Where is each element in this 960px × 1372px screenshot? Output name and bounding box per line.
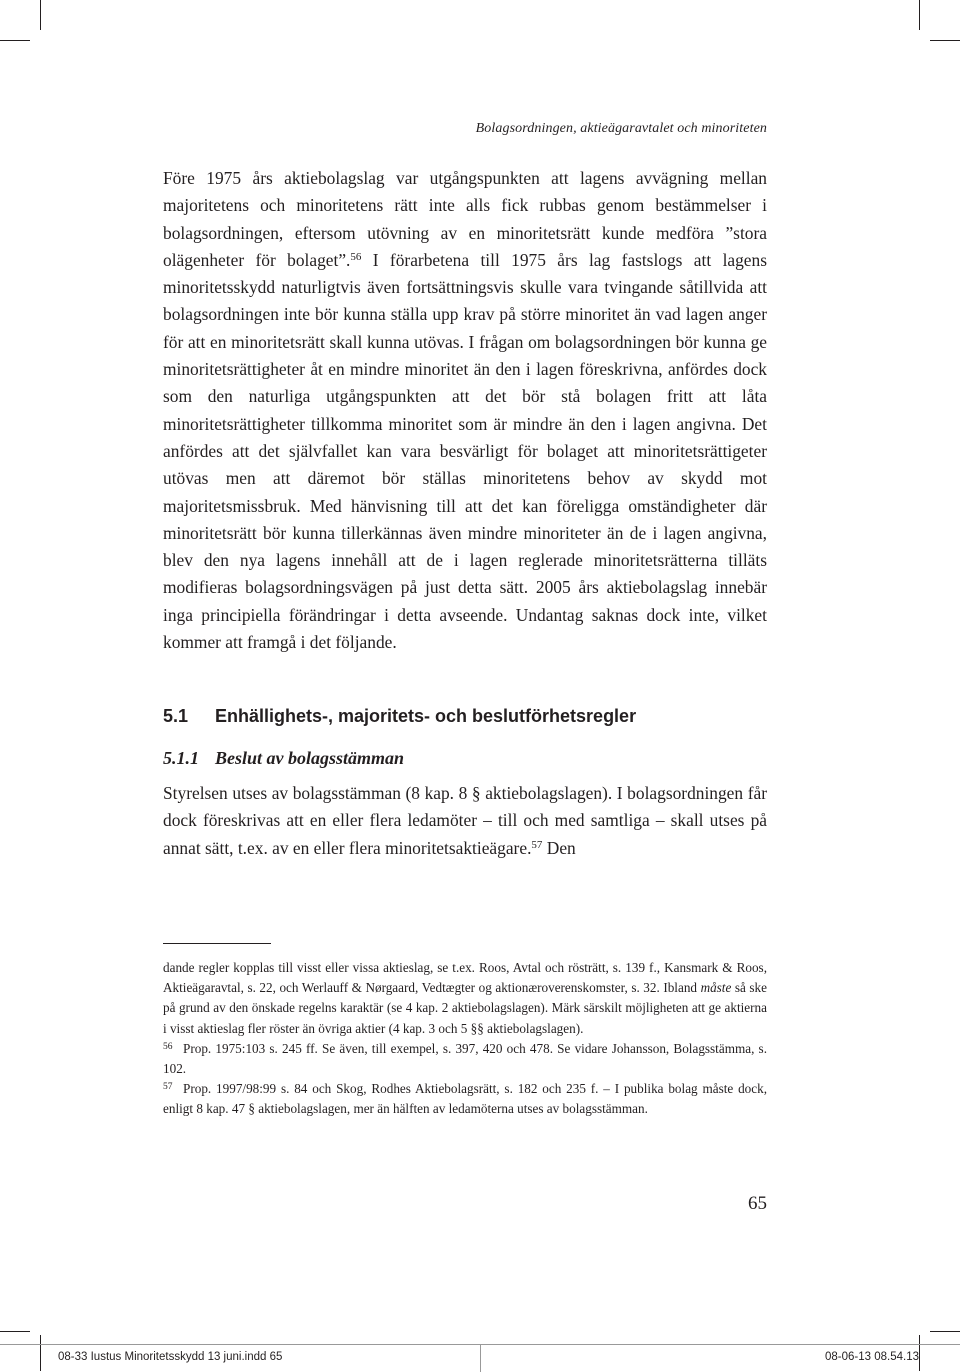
footnote-57: 57 Prop. 1997/98:99 s. 84 och Skog, Rodhes Aktiebolagsrätt, s. 182 och 235 f. – I publika bolag måste dock, enligt 8 kap. 47 § aktiebolagslagen, mer än hälften av ledamöterna utses av bolagsstämman. xyxy=(163,1081,767,1117)
slug-timestamp-box xyxy=(480,1344,960,1372)
footnotes xyxy=(163,958,767,1120)
body-paragraph-2 xyxy=(163,780,767,862)
subsection-title: Beslut av bolagsstämman xyxy=(215,748,405,768)
footnote-separator xyxy=(163,943,271,944)
footnote-ref-56[interactable]: 56 xyxy=(350,250,362,263)
crop-mark-bottom-left-h xyxy=(0,1331,30,1332)
footnote-emphasis: måste xyxy=(700,980,732,996)
crop-mark-top-left-h xyxy=(0,40,30,41)
slug-timestamp: 08-06-13 08.54.13 xyxy=(825,1351,919,1363)
slug-file-box xyxy=(0,1344,480,1372)
footnote-continued-text-a: dande regler kopplas till visst eller vissa aktieslag, se t.ex. Roos, Avtal och rösträtt, s. 139 f., Kansmark & Roos, Aktieägaravtal, s. 22, och Werlauff & Nørgaard, Vedtægter og aktionæroverenskomster, s. 32. Ibland xyxy=(163,960,767,996)
footnote-continued xyxy=(163,958,767,1039)
crop-mark-top-right xyxy=(919,0,920,30)
slug-file-name: 08-33 Iustus Minoritetsskydd 13 juni.indd 65 xyxy=(58,1351,283,1363)
crop-mark-bottom-right-h xyxy=(930,1331,960,1332)
footnote-ref-57[interactable]: 57 xyxy=(531,838,543,851)
footnote-continued-text-b: så ske på grund av den önskade regelns karaktär (se 4 kap. 2 aktiebolagslagen). Märk särskilt möjligheten att ge aktierna i visst aktieslag fler röster än övriga aktier (4 kap. 3 och 5 §§ aktiebolagslagen). xyxy=(163,980,767,1036)
paragraph-2-text-a: Styrelsen utses av bolagsstämman (8 kap. 8 § aktiebolagslagen). I bolagsordningen får dock föreskrivas att en eller flera ledamöter – till och med samtliga – skall utses på annat sätt, t.ex. av en eller flera minoritetsaktieägare. xyxy=(163,783,767,858)
paragraph-2-text-b: Den xyxy=(542,837,576,858)
section-number: 5.1 xyxy=(163,706,189,726)
body-paragraph-1 xyxy=(163,165,767,656)
footnote-56: 56 Prop. 1975:103 s. 245 ff. Se även, till exempel, s. 397, 420 och 478. Se vidare Johansson, Bolagsstämma, s. 102. xyxy=(163,1040,767,1077)
page-number: 65 xyxy=(748,1193,767,1214)
paragraph-1-text-b: I förarbetena till 1975 års lag fastslogs att lagens minoritetsskydd naturligtvis även fortsättningsvis skulle vara tvingande såtillvida att bolagsordningen inte bör kunna ställa upp krav på större minoritet än vad lagen anger för att en minoritetsrätt skall kunna utövas. I frågan om bolagsordningen bör kunna ge minoritetsrättigheter åt en mindre minoritet än den i lagen föreskrivna, anfördes dock som den naturliga utgångspunkten att det bör stå bolagen fritt att låta minoritetsrättigheter tillkomma minoritet som är mindre än den i lagen angivna. Det anfördes att det självfallet kan vara besvärligt för bolaget att minoritetsrättigeter utövas men att däremot bör ställas minoritetens behov av skydd mot majoritetsmissbruk. Med hänvisning till att det kan föreligga omständigheter där minoritetsrätt bör kunna tillerkännas även mindre minoriteter än de i lagen angivna, blev den nya lagens innehåll att de i lagen reglerade minoritetsrätterna tilläts modifieras bolagsordningsvägen på just detta sätt. 2005 års aktiebolagslag innebär inga principiella förändringar i detta avseende. Undantag saknas dock inte, vilket kommer att framgå i det följande. xyxy=(163,249,767,653)
crop-mark-top-left xyxy=(40,0,41,30)
subsection-number: 5.1.1 xyxy=(163,748,199,768)
section-heading xyxy=(163,706,767,727)
section-title: Enhällighets-, majoritets- och beslutförhetsregler xyxy=(215,706,637,726)
crop-mark-top-right-h xyxy=(930,40,960,41)
paragraph-1-text-a: Före 1975 års aktiebolagslag var utgångspunkten att lagens avvägning mellan majoritetens och minoritetens rätt inte alls fick rubbas genom bestämmelser i bolagsordningen, eftersom utövning av en minoritetsrätt kunde medföra ”stora olägenheter för bolaget”. xyxy=(163,168,767,270)
footnote-57-text: Prop. 1997/98:99 s. 84 och Skog, Rodhes Aktiebolagsrätt, s. 182 och 235 f. – I publika bolag måste dock, enligt 8 kap. 47 § aktiebolagslagen, mer än hälften av ledamöterna utses av bolagsstämman. xyxy=(163,1081,767,1117)
subsection-heading xyxy=(163,748,767,769)
running-head: Bolagsordningen, aktieägaravtalet och minoriteten xyxy=(475,121,767,136)
footnote-56-text: Prop. 1975:103 s. 245 ff. Se även, till exempel, s. 397, 420 och 478. Se vidare Johansson, Bolagsstämma, s. 102. xyxy=(163,1040,767,1077)
